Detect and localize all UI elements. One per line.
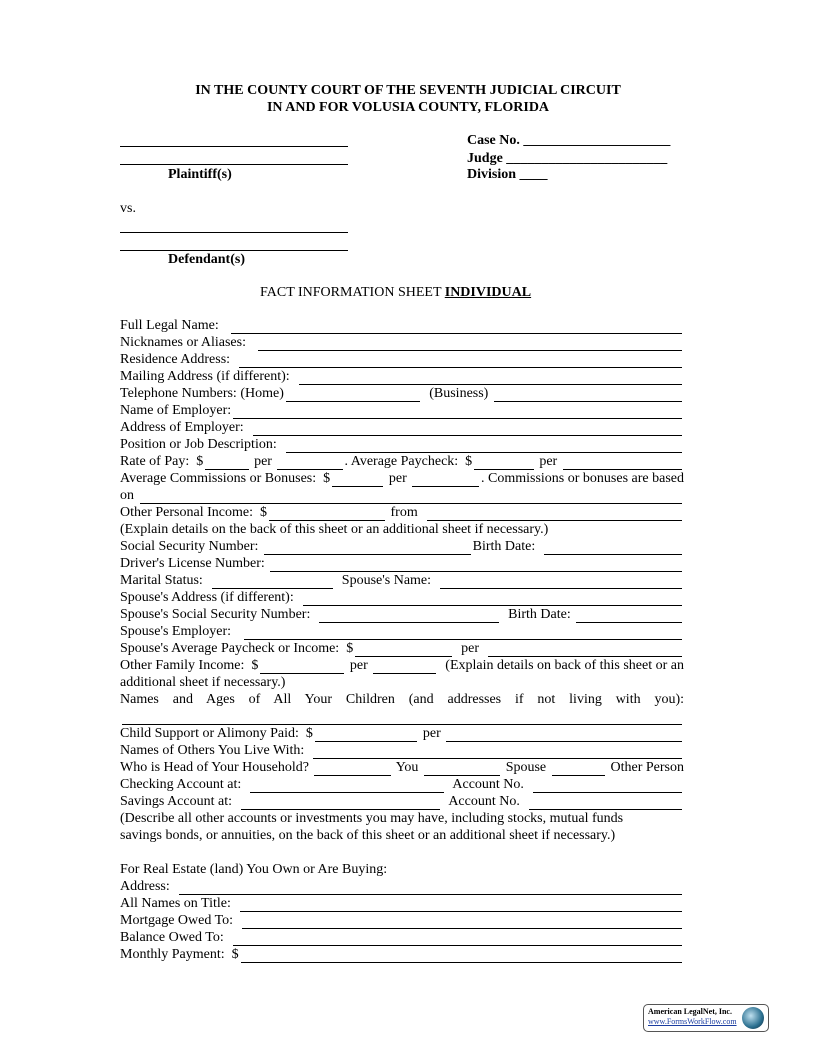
form-row (120, 385, 684, 402)
field-label: Birth Date: (501, 607, 575, 622)
field-label: from (387, 505, 425, 520)
field-label: Account No. (446, 777, 531, 792)
form-row (120, 504, 684, 521)
form-row (120, 640, 684, 657)
versus-label: vs. (120, 201, 136, 216)
blank-field[interactable] (205, 456, 248, 470)
form-row (120, 334, 684, 351)
american-legalnet-logo (643, 1004, 769, 1032)
blank-field[interactable] (241, 949, 682, 963)
plaintiff-line-2 (120, 164, 348, 165)
field-label: All Names on Title: (120, 896, 238, 911)
form-row (120, 589, 684, 606)
form-row (120, 742, 684, 759)
field-label: Mailing Address (if different): (120, 369, 297, 384)
blank-field[interactable] (355, 643, 452, 657)
blank-field[interactable] (563, 456, 682, 470)
form-row (120, 691, 684, 708)
form-row (120, 555, 684, 572)
field-label: Address: (120, 879, 177, 894)
form-row (120, 487, 684, 504)
blank-field[interactable] (552, 762, 605, 776)
blank-field[interactable] (264, 541, 471, 555)
blank-field[interactable] (122, 711, 682, 725)
form-row (120, 657, 684, 674)
field-label: Full Legal Name: (120, 318, 230, 333)
form-row (120, 946, 684, 963)
field-label: Child Support or Alimony Paid: $ (120, 726, 313, 741)
blank-field[interactable] (240, 898, 682, 912)
blank-field[interactable] (533, 779, 682, 793)
field-label: per (535, 454, 561, 469)
blank-field[interactable] (319, 609, 499, 623)
blank-field[interactable] (474, 456, 534, 470)
field-label: Names of Others You Live With: (120, 743, 312, 758)
field-label: Average Commissions or Bonuses: $ (120, 471, 331, 486)
field-label: Names and Ages of All Your Children (and addresses if not living with you): (120, 692, 684, 707)
blank-field[interactable] (286, 439, 682, 453)
blank-field[interactable] (529, 796, 682, 810)
field-label: . Commissions or bonuses are based (481, 471, 684, 486)
defendant-line-2 (120, 250, 348, 251)
blank-field[interactable] (440, 575, 682, 589)
form-row (120, 759, 684, 776)
form-row (120, 725, 684, 742)
division-field: Division ____ (467, 167, 548, 182)
blank-field[interactable] (242, 915, 682, 929)
field-label: Savings Account at: (120, 794, 239, 809)
field-label: Nicknames or Aliases: (120, 335, 257, 350)
field-label: (Business) (422, 386, 492, 401)
logo-company: American LegalNet, Inc. (648, 1007, 732, 1016)
blank-field[interactable] (140, 490, 683, 504)
blank-field[interactable] (424, 762, 500, 776)
form-row (120, 351, 684, 368)
blank-field[interactable] (253, 422, 682, 436)
form-title (260, 285, 531, 301)
field-label: additional sheet if necessary.) (120, 675, 286, 690)
field-label: Other Family Income: $ (120, 658, 259, 673)
form-row (120, 317, 684, 334)
form-title-emphasis: INDIVIDUAL (444, 285, 532, 300)
field-label: per (454, 641, 487, 656)
form-row (120, 572, 684, 589)
field-label: per (250, 454, 276, 469)
form-row (120, 470, 684, 487)
field-label: Telephone Numbers: (Home) (120, 386, 284, 401)
blank-field[interactable] (576, 609, 682, 623)
blank-field[interactable] (299, 371, 682, 385)
blank-field[interactable] (277, 456, 342, 470)
form-row (120, 776, 684, 793)
form-row (120, 878, 684, 895)
field-label: (Explain details on back of this sheet or an (438, 658, 684, 673)
field-label: Spouse's Social Security Number: (120, 607, 318, 622)
blank-field[interactable] (313, 745, 682, 759)
form-row (120, 912, 684, 929)
form-row (120, 827, 684, 844)
form-row (120, 606, 684, 623)
defendant-label: Defendant(s) (168, 252, 245, 267)
court-header-line1: IN THE COUNTY COURT OF THE SEVENTH JUDICIAL CIRCUIT (195, 83, 621, 98)
case-number-field: Case No. _____________________ (467, 133, 671, 148)
form-title-text: FACT INFORMATION SHEET (260, 285, 445, 300)
field-label: on (120, 488, 138, 503)
form-row (120, 436, 684, 453)
blank-field[interactable] (286, 388, 420, 402)
form-row (120, 793, 684, 810)
form-row (120, 844, 684, 861)
field-label: Who is Head of Your Household? (120, 760, 313, 775)
field-label: Spouse's Address (if different): (120, 590, 301, 605)
plaintiff-line-1 (120, 146, 348, 147)
logo-url[interactable]: www.FormsWorkFlow.com (648, 1017, 737, 1026)
field-label: per (419, 726, 445, 741)
plaintiff-label: Plaintiff(s) (168, 167, 232, 182)
form-row (120, 521, 684, 538)
blank-field[interactable] (303, 592, 682, 606)
form-row (120, 861, 684, 878)
field-label: (Describe all other accounts or investments you may have, including stocks, mutual funds (120, 811, 624, 826)
blank-field[interactable] (212, 575, 333, 589)
blank-field[interactable] (250, 779, 444, 793)
blank-field[interactable] (446, 728, 682, 742)
field-label: . Average Paycheck: $ (344, 454, 473, 469)
blank-field[interactable] (270, 558, 682, 572)
blank-field[interactable] (332, 473, 383, 487)
field-label: savings bonds, or annuities, on the back of this sheet or an additional sheet if necessary.) (120, 828, 616, 843)
field-label: Driver's License Number: (120, 556, 269, 571)
fact-information-form (120, 317, 684, 963)
field-label: Spouse's Average Paycheck or Income: $ (120, 641, 354, 656)
blank-field[interactable] (244, 626, 682, 640)
field-label: (Explain details on the back of this sheet or an additional sheet if necessary.) (120, 522, 549, 537)
form-row (120, 929, 684, 946)
field-label: Other Personal Income: $ (120, 505, 267, 520)
form-row (120, 810, 684, 827)
field-label: Spouse (502, 760, 550, 775)
form-row (120, 453, 684, 470)
field-label: Marital Status: (120, 573, 210, 588)
blank-field[interactable] (427, 507, 682, 521)
form-row (120, 623, 684, 640)
field-label: Spouse's Employer: (120, 624, 242, 639)
blank-field[interactable] (373, 660, 436, 674)
field-label: Other Person (607, 760, 685, 775)
court-header-line2: IN AND FOR VOLUSIA COUNTY, FLORIDA (266, 100, 550, 115)
blank-field[interactable] (260, 660, 344, 674)
field-label: per (385, 471, 411, 486)
blank-field[interactable] (314, 762, 390, 776)
form-row (120, 402, 684, 419)
field-label: You (392, 760, 422, 775)
blank-field[interactable] (239, 354, 682, 368)
field-label: Social Security Number: (120, 539, 262, 554)
blank-field[interactable] (179, 881, 682, 895)
field-label: Checking Account at: (120, 777, 249, 792)
form-row (120, 708, 684, 725)
field-label: per (346, 658, 372, 673)
form-row (120, 419, 684, 436)
field-label: Spouse's Name: (334, 573, 439, 588)
blank-field[interactable] (494, 388, 682, 402)
form-row (120, 538, 684, 555)
field-label: Mortgage Owed To: (120, 913, 241, 928)
blank-field[interactable] (233, 405, 682, 419)
field-label: Address of Employer: (120, 420, 251, 435)
defendant-line-1 (120, 232, 348, 233)
field-label: Residence Address: (120, 352, 238, 367)
field-label: For Real Estate (land) You Own or Are Buying: (120, 862, 388, 877)
form-row (120, 895, 684, 912)
globe-icon (742, 1007, 764, 1029)
form-row (120, 674, 684, 691)
form-row (120, 368, 684, 385)
blank-field[interactable] (412, 473, 479, 487)
judge-field: Judge _______________________ (467, 151, 668, 166)
blank-field[interactable] (258, 337, 682, 351)
blank-field[interactable] (269, 507, 385, 521)
blank-field[interactable] (241, 796, 440, 810)
field-label: Rate of Pay: $ (120, 454, 204, 469)
blank-field[interactable] (315, 728, 417, 742)
blank-field[interactable] (233, 932, 682, 946)
field-label: Account No. (442, 794, 527, 809)
blank-field[interactable] (544, 541, 682, 555)
field-label: Balance Owed To: (120, 930, 231, 945)
blank-field[interactable] (231, 320, 682, 334)
field-label: Name of Employer: (120, 403, 232, 418)
blank-field[interactable] (488, 643, 682, 657)
field-label: Birth Date: (472, 539, 543, 554)
field-label: Position or Job Description: (120, 437, 284, 452)
field-label: Monthly Payment: $ (120, 947, 239, 962)
